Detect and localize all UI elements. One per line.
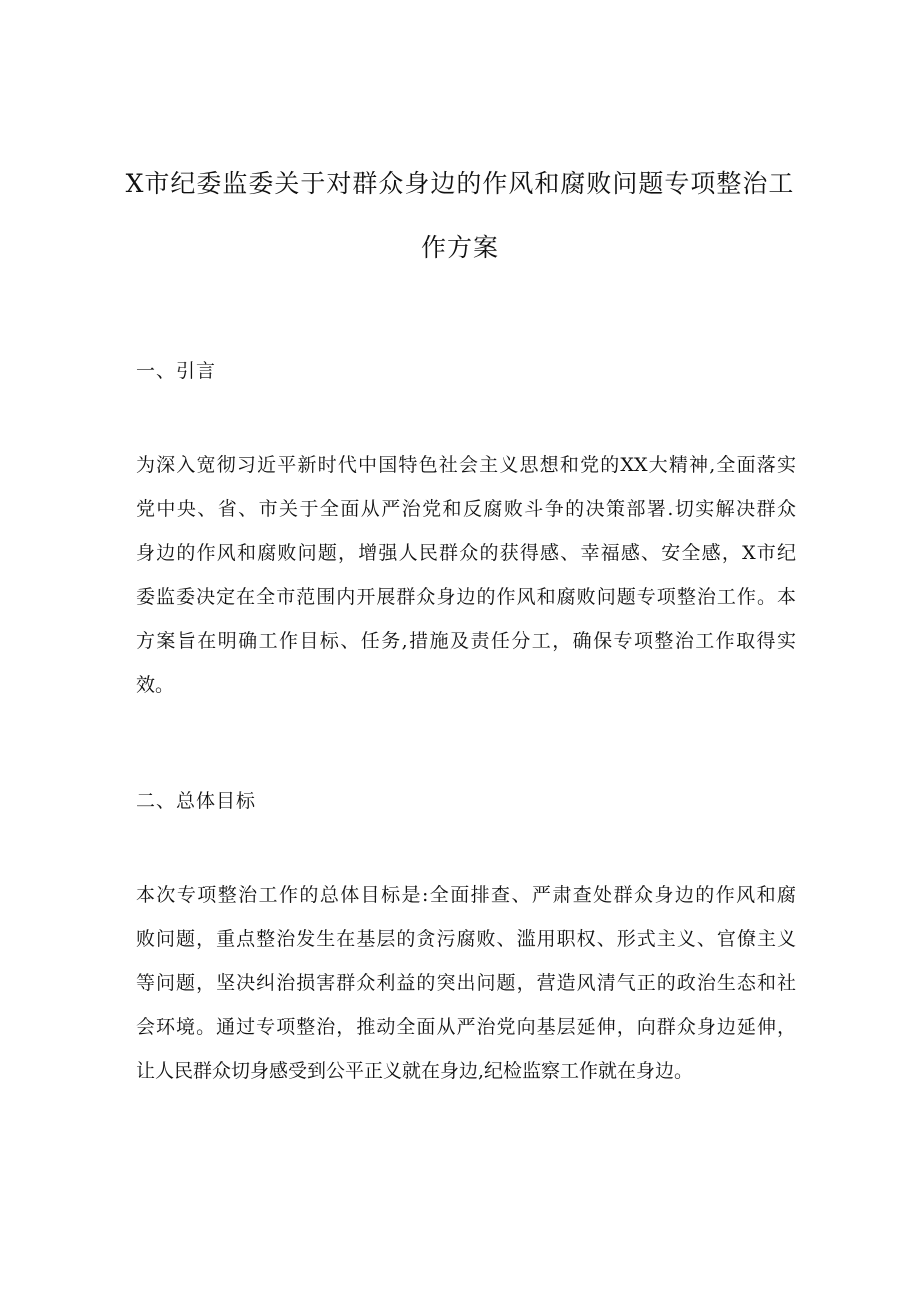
section-heading-introduction: 一、引言 <box>136 360 217 382</box>
section-heading-overall-goal: 二、总体目标 <box>136 790 257 812</box>
paragraph-line: 身边的作风和腐败问题，增强人民群众的获得感、幸福感、安全感，X市纪 <box>136 542 796 564</box>
paragraph-line: 党中央、省、市关于全面从严治党和反腐败斗争的决策部署.切实解决群众 <box>136 498 796 520</box>
document-title-line-2: 作方案 <box>420 233 499 262</box>
paragraph-line: 效。 <box>136 674 175 696</box>
paragraph-line: 方案旨在明确工作目标、任务,措施及责任分工，确保专项整治工作取得实 <box>136 630 796 652</box>
document-title-line-1: X市纪委监委关于对群众身边的作风和腐败问题专项整治工 <box>125 169 795 198</box>
paragraph-line: 会环境。通过专项整治，推动全面从严治党向基层延伸，向群众身边延伸， <box>136 1016 796 1038</box>
paragraph-line: 等问题，坚决纠治损害群众利益的突出问题，营造风清气正的政治生态和社 <box>136 972 796 994</box>
paragraph-line: 让人民群众切身感受到公平正义就在身边,纪检监察工作就在身边。 <box>136 1060 694 1082</box>
paragraph-line: 为深入宽彻习近平新时代中国特色社会主义思想和党的XX大精神,全面落实 <box>136 454 796 476</box>
section-paragraph-overall-goal <box>136 877 796 1097</box>
paragraph-line: 委监委决定在全市范围内开展群众身边的作风和腐败问题专项整治工作。本 <box>136 586 796 608</box>
paragraph-line: 败问题，重点整治发生在基层的贪污腐败、滥用职权、形式主义、官僚主义 <box>136 928 796 950</box>
section-paragraph-introduction <box>136 447 796 711</box>
paragraph-line: 本次专项整治工作的总体目标是:全面排查、严肃查处群众身边的作风和腐 <box>136 884 796 906</box>
